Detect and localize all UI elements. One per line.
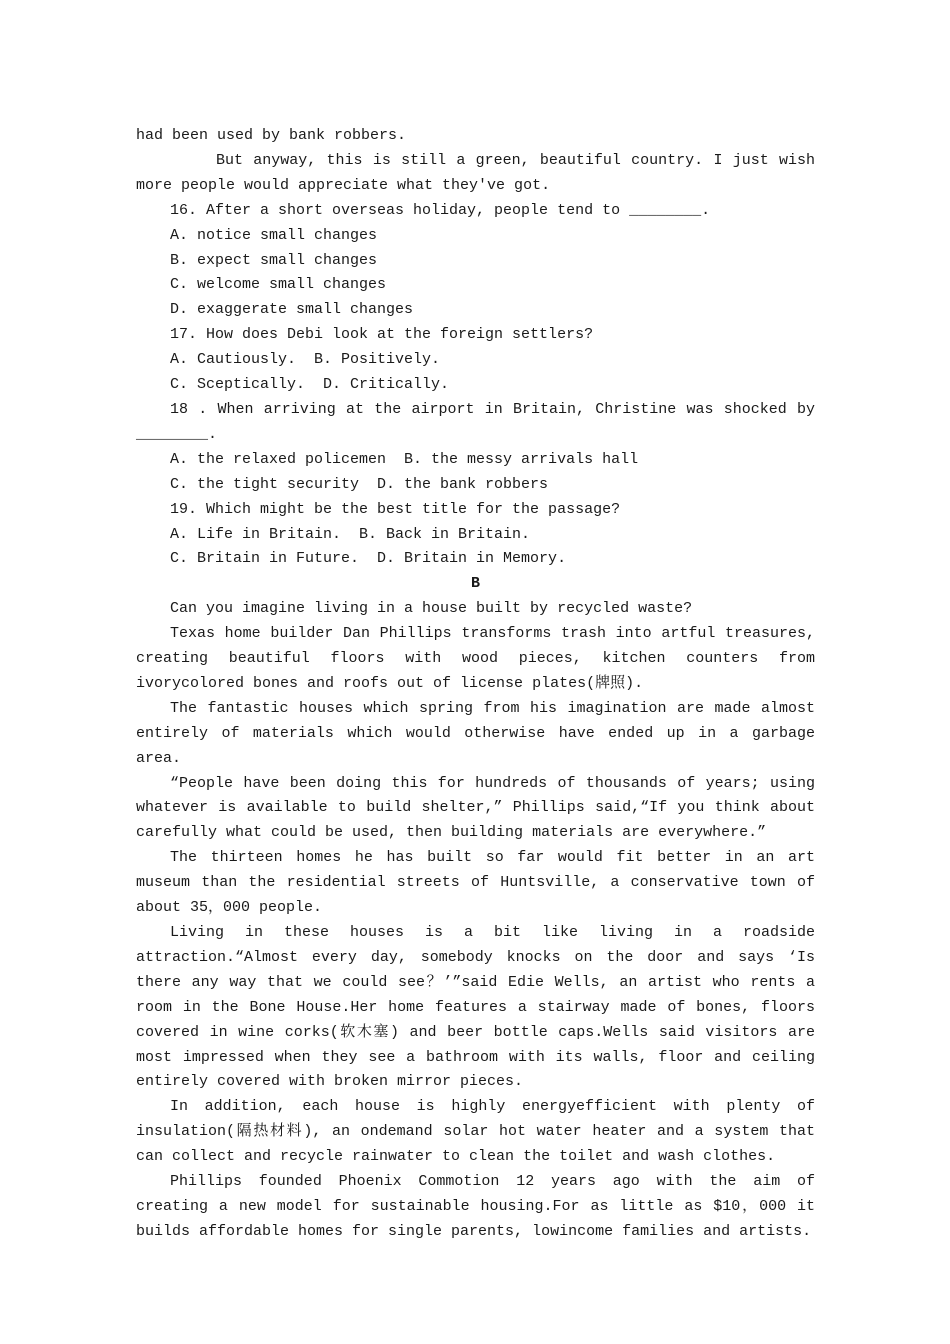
- passage-paragraph: Texas home builder Dan Phillips transforms trash into artful treasures, creating beautiful floors with wood pieces, kitchen counters from ivorycolored bones and roofs out of license plates(牌照).: [136, 625, 815, 692]
- option: B. expect small changes: [170, 251, 378, 269]
- passage-paragraph: had been used by bank robbers.: [136, 127, 407, 144]
- question-17: 17. How does Debi look at the foreign settlers?: [170, 326, 594, 344]
- passage-paragraph: Can you imagine living in a house built by recycled waste?: [170, 600, 693, 618]
- passage-paragraph: Living in these houses is a bit like living in a roadside attraction.“Almost every day, somebody knocks on the door and says ‘Is there any way that we could see？’”said Edie Wells, an artist who rents a room in the Bone House.Her home features a stairway made of bones, floors covered in wine corks(软木塞) and beer bottle caps.Wells said visitors are most impressed when they see a bathroom with its walls, floor and ceiling entirely covered with broken mirror pieces.: [136, 924, 815, 1091]
- passage-paragraph: The thirteen homes he has built so far would fit better in an art museum than the residential streets of Huntsville, a conservative town of about 35，000 people.: [136, 849, 815, 917]
- option: A. Cautiously. B. Positively.: [170, 351, 441, 369]
- passage-paragraph: The fantastic houses which spring from his imagination are made almost entirely of materials which would otherwise have ended up in a garbage area.: [136, 699, 815, 767]
- passage-paragraph: But anyway, this is still a green, beautiful country. I just wish more people would appreciate what they've got.: [136, 151, 815, 194]
- question-19: 19. Which might be the best title for the passage?: [170, 500, 621, 518]
- option: A. Life in Britain. B. Back in Britain.: [170, 525, 531, 543]
- option: D. exaggerate small changes: [170, 301, 414, 319]
- option: C. Sceptically. D. Critically.: [170, 376, 450, 394]
- option: A. notice small changes: [170, 226, 378, 244]
- option: C. welcome small changes: [170, 276, 387, 294]
- passage-paragraph: In addition, each house is highly energyefficient with plenty of insulation(隔热材料), an ondemand solar hot water heater and a system that can collect and recycle rainwater to clean the toilet and wash clothes.: [136, 1098, 815, 1166]
- option: A. the relaxed policemen B. the messy arrivals hall: [170, 450, 639, 468]
- passage-paragraph: “People have been doing this for hundreds of thousands of years; using whatever is available to build shelter,” Phillips said,“If you think about carefully what could be used, then building materials are everywhere.”: [136, 774, 815, 842]
- document-page: [136, 124, 815, 1245]
- question-18: 18 . When arriving at the airport in Britain, Christine was shocked by ________.: [136, 400, 815, 443]
- question-16: 16. After a short overseas holiday, people tend to ________.: [170, 201, 711, 219]
- option: C. Britain in Future. D. Britain in Memory.: [170, 550, 567, 568]
- passage-paragraph: Phillips founded Phoenix Commotion 12 years ago with the aim of creating a new model for sustainable housing.For as little as $10，000 it builds affordable homes for single parents, lowincome families and artists.: [136, 1173, 815, 1240]
- option: C. the tight security D. the bank robbers: [170, 475, 549, 493]
- section-heading: B: [470, 575, 480, 593]
